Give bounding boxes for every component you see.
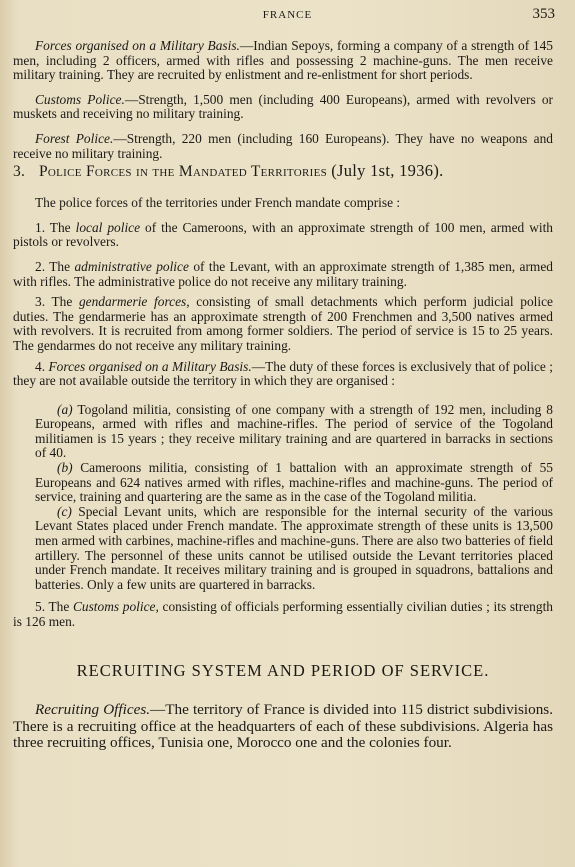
paragraph-lead: Recruiting Offices. — [35, 701, 151, 719]
section-heading — [13, 161, 553, 182]
item-emphasis: administrative police — [74, 258, 189, 274]
paragraph-military-basis — [13, 39, 553, 83]
item-number: 3. — [35, 294, 46, 310]
item-text: of the Levant, with an approximate strength of 1,385 men, armed with rifles. The administrative police do not receive any military training. — [13, 258, 553, 289]
page-number: 353 — [532, 6, 555, 22]
item-text: —The duty of these forces is exclusively that of police ; they are not available outside the territory in which they are organised : — [13, 358, 553, 389]
item-emphasis: local police — [75, 219, 141, 235]
sub-item-label: (a) — [57, 401, 73, 417]
paragraph-recruiting-offices — [13, 702, 553, 752]
list-item — [13, 295, 553, 353]
paragraph-lead: Forces organised on a Military Basis. — [35, 38, 240, 53]
paragraph-text: —Strength, 220 men (including 160 Europeans). They have no weapons and receive no military training. — [13, 130, 553, 161]
section-date: (July 1st, 1936). — [331, 161, 444, 181]
item-emphasis: gendarmerie forces, — [78, 294, 190, 310]
item-number: 4. — [35, 358, 46, 374]
paragraph-lead: Forest Police. — [35, 130, 114, 146]
item-text: The — [51, 294, 73, 310]
running-header — [0, 6, 575, 26]
paragraph-lead: Customs Police. — [35, 91, 125, 107]
item-text: consisting of small detachments which perform judicial police duties. The gendarmerie has an approximate strength of 200 Frenchmen and 3,500 natives armed with revolvers. It is recruited from among former soldiers. The period of service is 15 to 25 years. The gendarmes do not receive any military training. — [13, 294, 553, 353]
sub-item-text: Cameroons militia, consisting of 1 battalion with an approximate strength of 55 Europeans and 624 natives armed with rifles, machine-rifles and machine-guns. The period of service, training and quartering are the same as in the case of the Togoland militia. — [35, 460, 553, 505]
item-text: of the Cameroons, with an approximate strength of 100 men, armed with pistols or revolvers. — [13, 219, 554, 250]
item-text: The — [49, 219, 71, 235]
sub-item-a — [35, 403, 553, 461]
item-emphasis: Customs police, — [72, 599, 159, 615]
item-number: 1. — [35, 219, 46, 235]
list-item — [13, 360, 553, 389]
section-number: 3. — [13, 163, 26, 181]
item-text: consisting of officials performing essentially civilian duties ; its strength is 126 men. — [13, 599, 553, 629]
item-number: 2. — [35, 258, 46, 274]
paragraph-text: —Strength, 1,500 men (including 400 Europeans), armed with revolvers or muskets and receiving no military training. — [13, 91, 553, 122]
item-emphasis: Forces organised on a Military Basis. — [48, 358, 252, 374]
sub-item-text: Togoland militia, consisting of one company with a strength of 192 men, including 8 Europeans, armed with rifles and machine-rifles. The period of service of the Togoland militiamen is 15 years ; they receive military training and are quartered in barracks in sections of 40. — [35, 401, 553, 461]
sub-item-text: Special Levant units, which are responsible for the internal security of the various Levant States placed under French mandate. The approximate strength of these units is 13,500 men armed with carbines, machine-rifles and machine-guns. There are also two batteries of field artillery. The personnel of these units cannot be utilised outside the Levant territories placed under French mandate. It receives military training and is grouped in squadrons, battalions and batteries. Only a few units are quartered in barracks. — [35, 503, 554, 592]
section-heading-recruiting: RECRUITING SYSTEM AND PERIOD OF SERVICE. — [76, 660, 490, 680]
section-title: Police Forces in the Mandated Territories — [39, 163, 328, 181]
item-number: 5. — [35, 599, 46, 615]
item-text: The — [49, 258, 71, 274]
sub-item-c — [35, 505, 553, 593]
sub-item-label: (c) — [57, 503, 72, 519]
list-item — [13, 600, 553, 629]
paragraph-customs-police — [13, 93, 553, 122]
running-title: FRANCE — [262, 9, 313, 21]
page-body — [13, 39, 553, 752]
paragraph-text: —The territory of France is divided into 115 district subdivisions. There is a recruiting office at the headquarters of each of these subdivisions. Algeria has three recruiting offices, Tunisia one, Morocco one and the colonies four. — [13, 701, 553, 752]
sub-list — [13, 403, 553, 593]
list-item — [13, 221, 553, 250]
paragraph-forest-police — [13, 132, 553, 161]
item-text: The — [48, 599, 70, 615]
paragraph-text: —Indian Sepoys, forming a company of a strength of 145 men, including 2 officers, armed with rifles and possessing 2 machine-guns. The men receive military training. They are recruited by enlistment and re-enlistment for short periods. — [13, 38, 553, 83]
sub-item-b — [35, 461, 553, 505]
sub-item-label: (b) — [57, 460, 73, 476]
list-item — [13, 260, 553, 289]
section-intro: The police forces of the territories under French mandate comprise : — [35, 195, 401, 211]
